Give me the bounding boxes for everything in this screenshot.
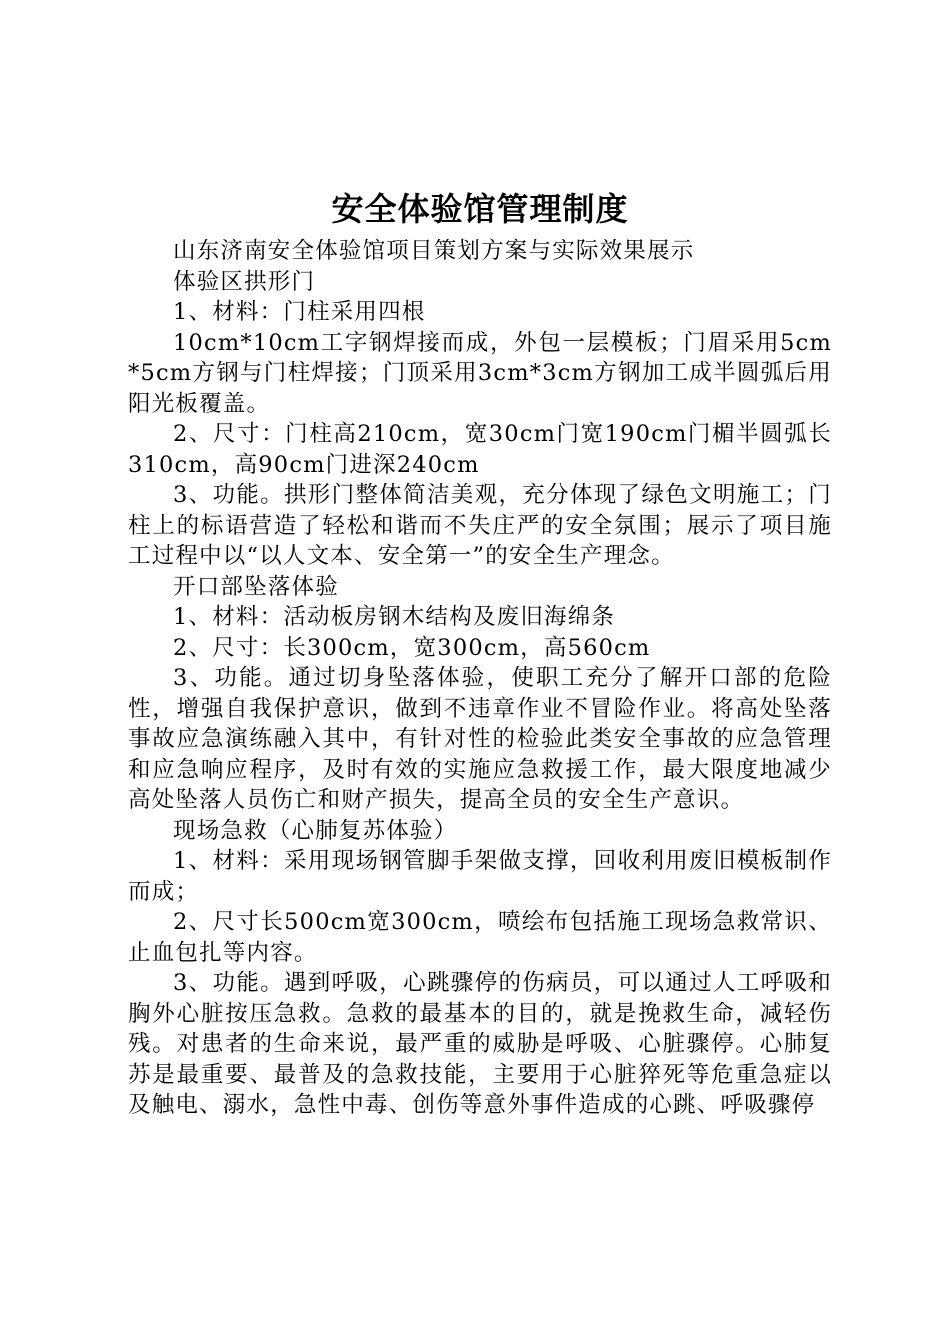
intro-paragraph: 山东济南安全体验馆项目策划方案与实际效果展示 [173, 238, 695, 264]
fall-experience-size: 2、尺寸：长300cm，宽300cm，高560cm [173, 634, 651, 661]
fall-experience-function: 3、功能。通过切身坠落体验，使职工充分了解开口部的危险性，增强自我保护意识，做到不违章作业不冒险作业。将高处坠落事故应急演练融入其中，有针对性的检验此类安全事故的应急管理和应急响应程序，及时有效的实施应急救援工作，最大限度地减少高处坠落人员伤亡和财产损失，提高全员的安全生产意识。 [128, 665, 832, 813]
first-aid-material: 1、材料：采用现场钢管脚手架做支撑，回收利用废旧模板制作而成； [128, 848, 832, 905]
arch-gate-size: 2、尺寸：门柱高210cm，宽30cm门宽190cm门楣半圆弧长310cm，高90cm门进深240cm [128, 421, 832, 478]
fall-experience-material: 1、材料：活动板房钢木结构及废旧海绵条 [173, 604, 616, 630]
first-aid-function: 3、功能。遇到呼吸，心跳骤停的伤病员，可以通过人工呼吸和胸外心脏按压急救。急救的最基本的目的，就是挽救生命，减轻伤残。对患者的生命来说，最严重的威胁是呼吸、心脏骤停。心肺复苏是最重要、最普及的急救技能，主要用于心脏猝死等危重急症以及触电、溺水，急性中毒、创伤等意外事件造成的心跳、呼吸骤停 [128, 970, 832, 1118]
first-aid-size: 2、尺寸长500cm宽300cm，喷绘布包括施工现场急救常识、止血包扎等内容。 [128, 909, 832, 966]
section-heading-first-aid: 现场急救（心肺复苏体验） [173, 817, 458, 844]
arch-gate-function: 3、功能。拱形门整体简洁美观，充分体现了绿色文明施工；门柱上的标语营造了轻松和谐而不失庄严的安全氛围；展示了项目施工过程中以“以人文本、安全第一”的安全生产理念。 [128, 482, 832, 569]
arch-gate-material-label: 1、材料：门柱采用四根 [173, 299, 426, 325]
arch-gate-material-detail: 10cm*10cm工字钢焊接而成，外包一层模板；门眉采用5cm*5cm方钢与门柱焊接；门顶采用3cm*3cm方钢加工成半圆弧后用阳光板覆盖。 [128, 329, 832, 417]
document-title: 安全体验馆管理制度 [331, 190, 629, 228]
section-heading-fall-experience: 开口部坠落体验 [173, 573, 339, 600]
document-page [128, 186, 832, 1121]
section-heading-arch-gate: 体验区拱形门 [173, 268, 316, 295]
